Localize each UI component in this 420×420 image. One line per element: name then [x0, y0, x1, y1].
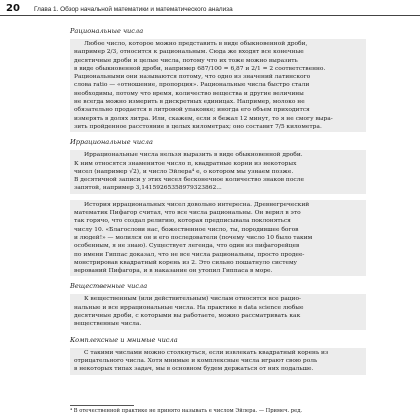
- section-box-irrational-1: [70, 150, 366, 193]
- text-line: В десятичной записи у этих чисел бесконечное количество знаков после: [74, 177, 304, 184]
- text-line: математик Пифагор считал, что все числа рациональны. Он верил в это: [74, 210, 301, 217]
- text-line: не всегда можно измерить в дискретных единицах. Например, молоко не: [74, 99, 305, 106]
- page-header: [0, 0, 420, 14]
- section-title-rational: Рациональные числа: [70, 27, 144, 35]
- page-body: [70, 27, 366, 377]
- text-line: обязательно продается в литровой упаковке; иногда его объем приходится: [74, 107, 310, 114]
- section-box-irrational-2: [70, 200, 366, 277]
- text-line: верований Пифагора, и в наказание он утопил Гиппаса в море.: [74, 268, 273, 275]
- text-line: монстрировав квадратный корень из 2. Это сильно пошатнуло систему: [74, 259, 298, 266]
- section-title-irrational: Иррациональные числа: [70, 138, 153, 147]
- text-line: Любое число, которое можно представить в виде обыкновенной дроби,: [84, 41, 308, 47]
- text-line: Рациональными они называются потому, что одно из значений латинского: [74, 74, 311, 81]
- text-line: десятичные дроби и целые числа, потому что их тоже можно выразить: [74, 57, 298, 64]
- text-line: числу 10. «Благослови нас, божественное число, ты, породившее богов: [74, 226, 299, 233]
- text-line: и людей!» — молился он и его последователи (почему число 10 было таким: [74, 234, 313, 241]
- section-title-real: Вещественные числа: [70, 282, 148, 291]
- text-line: в некоторых типах задач, мы в основном будем держаться от них подальше.: [74, 366, 314, 373]
- text-line: например 2/3, относится к рациональным. Сюда же входят все конечные: [74, 49, 304, 56]
- text-line: вещественные числа.: [74, 321, 142, 328]
- running-head: Глава 1. Обзор начальной математики и математического анализа: [34, 6, 233, 13]
- text-line: слова ratio — «отношение, пропорция». Рациональные числа быстро стали: [74, 82, 310, 89]
- text-line: по имени Гиппас доказал, что не все числа рациональны, просто продеe-: [74, 251, 305, 258]
- text-line: необходимы, потому что время, количество вещества и другие величины: [74, 90, 304, 97]
- text-line: К вещественным (или действительным) числам относятся все рацио-: [84, 296, 301, 303]
- text-line: чисел (например √2), и число Эйлера⁴ e, о котором мы узнаем позже.: [74, 168, 294, 175]
- text-line: десятичные дроби, с которыми вы работаете, можно рассматривать как: [74, 313, 301, 320]
- text-line: История иррациональных чисел довольно интересна. Древнегреческий: [84, 201, 310, 208]
- text-line: С такими числами можно столкнуться, если извлекать квадратный корень из: [84, 349, 329, 356]
- text-line: К ним относятся знаменитое число π, квадратные корни из некоторых: [74, 160, 297, 167]
- header-divider: [0, 15, 420, 16]
- section-box-rational: [70, 39, 366, 132]
- text-line: так горячо, что создал религию, которая предписывала поклоняться: [74, 218, 291, 225]
- text-line: в виде обыкновенной дроби, например 687/100 = 6,87 и 2/1 = 2 соответственно.: [74, 65, 326, 72]
- section-box-real: [70, 294, 366, 329]
- text-line: нальные и все иррациональные числа. На практике в data science любые: [74, 304, 304, 311]
- section-title-complex: Комплексные и мнимые числа: [70, 335, 178, 344]
- footnote: ⁴ В отечественной практике не принято называть e числом Эйлера. — Примеч. ред.: [70, 408, 303, 414]
- section-box-complex: [70, 348, 366, 375]
- page-number: 20: [6, 3, 20, 14]
- text-line: Иррациональные числа нельзя выразить в виде обыкновенной дроби.: [84, 152, 303, 159]
- text-line: запятой, например 3,14159265358979323862...: [74, 185, 222, 192]
- text-line: измерять в долях литра. Или, скажем, если я бежал 12 минут, то я не смогу выра-: [74, 115, 333, 122]
- text-line: зить пройденное расстояние в целых километрах; оно составит 7/5 километра.: [74, 123, 322, 130]
- text-line: особенным, я не знаю). Существует легенда, что один из пифагорейцев: [74, 243, 300, 250]
- text-line: отрицательного числа. Хотя мнимые и комплексные числа играют свою роль: [74, 357, 318, 364]
- footnote-divider: [70, 405, 134, 406]
